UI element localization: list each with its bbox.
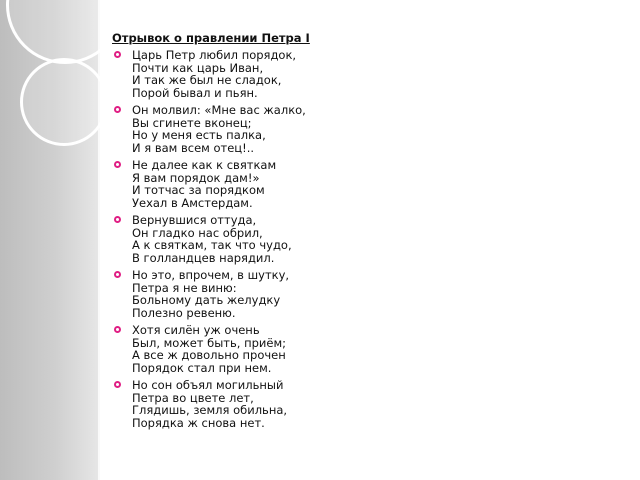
- stanza-line: Полезно ревеню.: [132, 305, 236, 320]
- stanza-line: Порядка ж снова нет.: [132, 415, 265, 430]
- stanza-line: Он гладко нас обрил,: [132, 225, 263, 240]
- stanza-line: И так же был не сладок,: [132, 73, 282, 87]
- bullet-ring-icon: [114, 381, 121, 388]
- stanza-line: А к святкам, так что чудо,: [132, 238, 292, 252]
- stanza: [112, 104, 612, 154]
- bullet-ring-icon: [114, 216, 121, 223]
- stanza-line: Не далее как к святкам: [132, 158, 277, 172]
- decorative-band-edge: [98, 0, 101, 480]
- stanza-line: Царь Петр любил порядок,: [132, 48, 297, 62]
- stanza-line: Вы сгинете вконец;: [132, 115, 252, 130]
- stanza-line: Я вам порядок дам!»: [132, 170, 260, 185]
- stanza: [112, 324, 612, 374]
- stanza-line: Хотя силён уж очень: [132, 323, 260, 337]
- stanza-line: Вернувшися оттуда,: [132, 213, 257, 227]
- bullet-ring-icon: [114, 326, 121, 333]
- stanza-line: Был, может быть, приём;: [132, 335, 287, 350]
- stanza-line: А все ж довольно прочен: [132, 348, 286, 362]
- stanza-line: Больному дать желудку: [132, 293, 281, 307]
- stanza-line: И тотчас за порядком: [132, 183, 265, 197]
- stanza-line: В голландцев нарядил.: [132, 250, 275, 265]
- stanza-line: Но у меня есть палка,: [132, 128, 266, 142]
- slide-content: [112, 31, 612, 434]
- stanza-line: Петра я не виню:: [132, 280, 237, 295]
- stanza: [112, 214, 612, 264]
- stanza-line: И я вам всем отец!..: [132, 140, 255, 155]
- bullet-ring-icon: [114, 106, 121, 113]
- stanza: [112, 379, 612, 429]
- stanza-line: Уехал в Амстердам.: [132, 195, 253, 210]
- stanza: [112, 269, 612, 319]
- slide-title: Отрывок о правлении Петра I: [112, 31, 310, 45]
- bullet-ring-icon: [114, 271, 121, 278]
- stanza: [112, 49, 612, 99]
- stanza-line: Но сон объял могильный: [132, 378, 284, 392]
- stanza-line: Почти как царь Иван,: [132, 60, 264, 75]
- stanza: [112, 159, 612, 209]
- stanza-line: Глядишь, земля обильна,: [132, 403, 288, 417]
- stanza-line: Он молвил: «Мне вас жалко,: [132, 103, 306, 117]
- stanza-line: Порой бывал и пьян.: [132, 85, 258, 100]
- stanza-line: Порядок стал при нем.: [132, 360, 272, 375]
- bullet-ring-icon: [114, 161, 121, 168]
- bullet-ring-icon: [114, 51, 121, 58]
- stanza-line: Петра во цвете лет,: [132, 390, 254, 405]
- stanza-line: Но это, впрочем, в шутку,: [132, 268, 290, 282]
- decorative-circle-middle: [20, 58, 108, 146]
